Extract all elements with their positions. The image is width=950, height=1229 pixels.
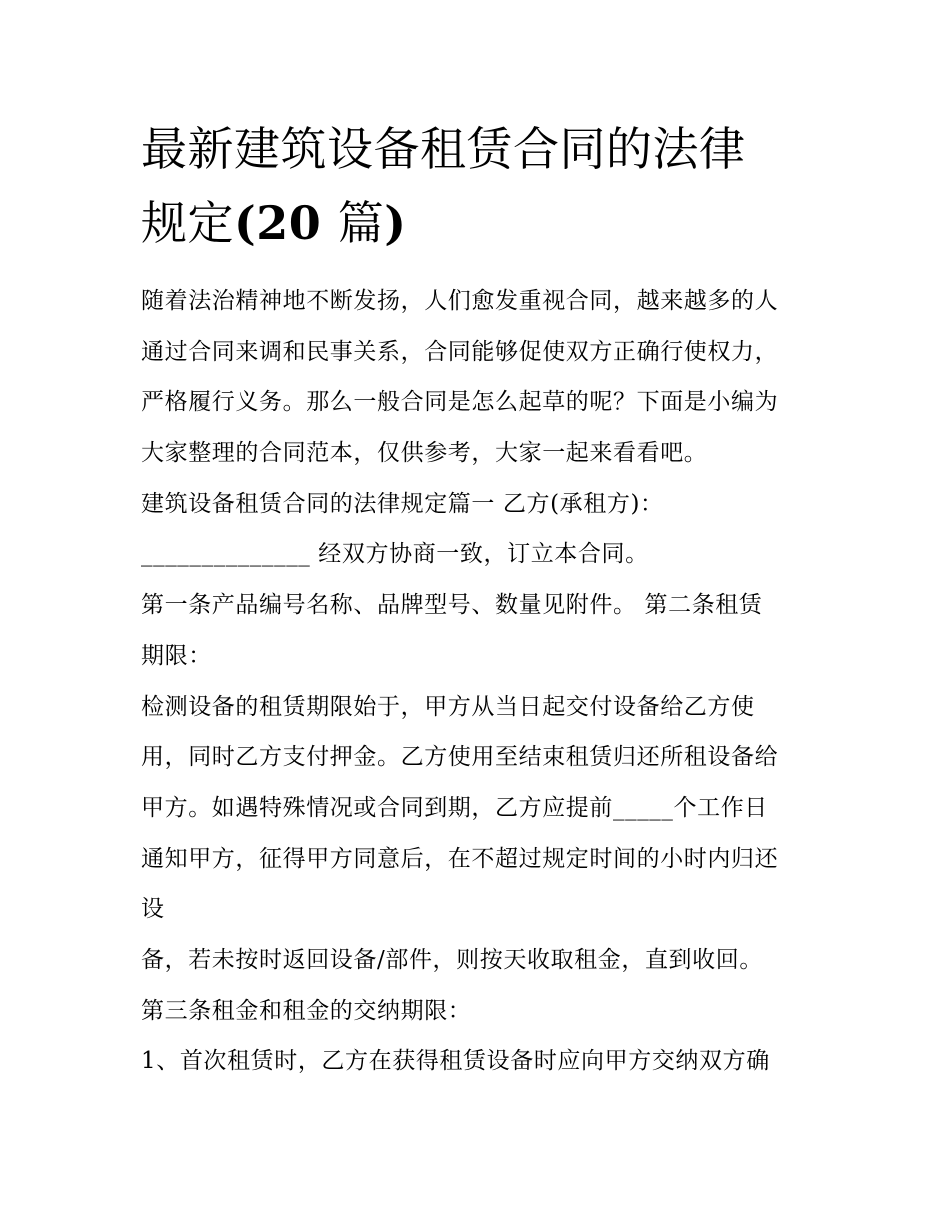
body-line: 1、首次租赁时，乙方在获得租赁设备时应向甲方交纳双方确 — [141, 1048, 770, 1075]
body-line: ______________ 经双方协商一致，订立本合同。 — [141, 541, 649, 568]
body-line: 通过合同来调和民事关系，合同能够促使双方正确行使权力， — [141, 338, 779, 365]
body-line: 大家整理的合同范本，仅供参考，大家一起来看看吧。 — [141, 440, 708, 467]
body-line: 第一条产品编号名称、品牌型号、数量见附件。 第二条租赁 — [141, 592, 763, 619]
document-body — [141, 276, 831, 1087]
body-line: 随着法治精神地不断发扬，人们愈发重视合同，越来越多的人 — [141, 288, 779, 314]
title-line-2-close: ) — [384, 196, 407, 250]
title-line-2-latin: (20 — [234, 196, 338, 250]
title-line-2-cjk: 规定 — [141, 196, 234, 250]
section-heading-line: 建筑设备租赁合同的法律规定篇一 乙方(承租方)： — [141, 490, 664, 517]
body-line: 期限： — [141, 642, 212, 669]
document-title — [141, 112, 831, 260]
body-line: 通知甲方，征得甲方同意后，在不超过规定时间的小时内归还 — [141, 845, 779, 872]
body-line: 设 — [141, 896, 165, 923]
body-line: 甲方。如遇特殊情况或合同到期，乙方应提前_____个工作日 — [141, 794, 768, 821]
body-line: 备，若未按时返回设备/部件，则按天收取租金，直到收回。 — [141, 946, 763, 973]
title-line-2-cjk-2: 篇 — [337, 196, 385, 250]
title-line-1: 最新建筑设备租赁合同的法律 — [141, 122, 746, 176]
body-line: 第三条租金和租金的交纳期限： — [141, 997, 472, 1024]
body-line: 检测设备的租赁期限始于，甲方从当日起交付设备给乙方使 — [141, 693, 755, 720]
body-line: 用，同时乙方支付押金。乙方使用至结束租赁归还所租设备给 — [141, 744, 779, 771]
body-line: 严格履行义务。那么一般合同是怎么起草的呢？下面是小编为 — [141, 389, 779, 416]
